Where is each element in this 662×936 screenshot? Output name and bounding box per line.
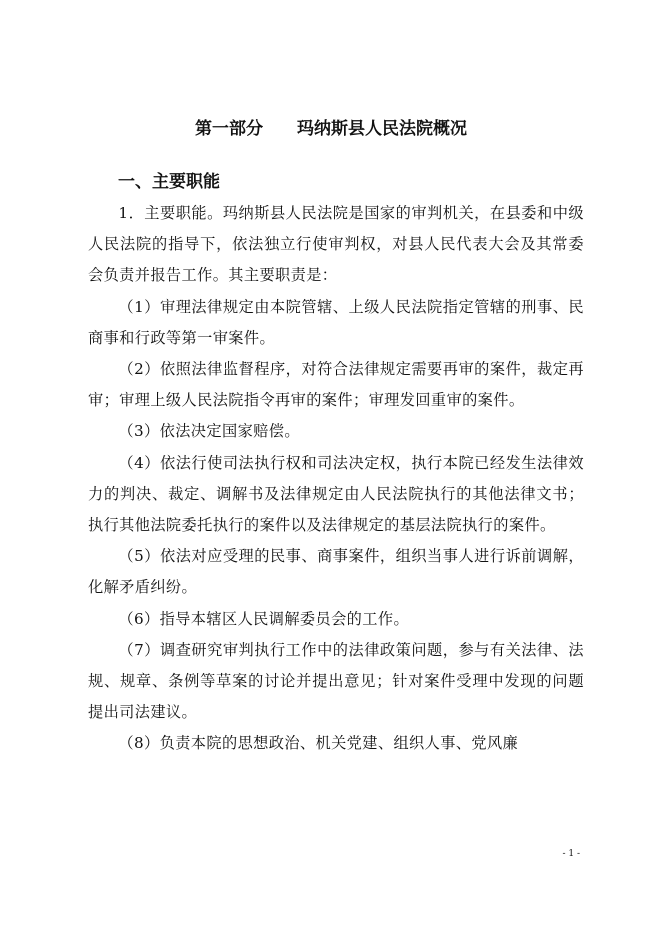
section-heading: 一、主要职能 — [118, 172, 220, 192]
paragraph-duty-2: （2）依照法律监督程序，对符合法律规定需要再审的案件，裁定再审；审理上级人民法院指令再审的案件；审理发回重审的案件。 — [88, 360, 584, 410]
paragraph-duty-6: （6）指导本辖区人民调解委员会的工作。 — [118, 609, 410, 628]
page-number: - 1 - — [562, 849, 580, 859]
paragraph-duty-3: （3）依法决定国家赔偿。 — [118, 422, 300, 441]
paragraph-duty-7: （7）调查研究审判执行工作中的法律政策问题，参与有关法律、法规、规章、条例等草案的讨论并提出意见；针对案件受理中发现的问题提出司法建议。 — [88, 640, 584, 722]
page-title: 第一部分 玛纳斯县人民法院概况 — [195, 119, 467, 139]
body-text — [88, 198, 584, 760]
paragraph-duty-4: （4）依法行使司法执行权和司法决定权，执行本院已经发生法律效力的判决、裁定、调解书及法律规定由人民法院执行的其他法律文书；执行其他法院委托执行的案件以及法律规定的基层法院执行的案件。 — [88, 453, 584, 535]
paragraph-main-duties: 1．主要职能。玛纳斯县人民法院是国家的审判机关，在县委和中级人民法院的指导下，依法独立行使审判权，对县人民代表大会及其常委会负责并报告工作。其主要职责是： — [88, 204, 584, 285]
paragraph-duty-5: （5）依法对应受理的民事、商事案件，组织当事人进行诉前调解，化解矛盾纠纷。 — [88, 547, 584, 597]
paragraph-duty-8: （8）负责本院的思想政治、机关党建、组织人事、党风廉 — [118, 734, 519, 753]
paragraph-duty-1: （1）审理法律规定由本院管辖、上级人民法院指定管辖的刑事、民商事和行政等第一审案件。 — [88, 297, 584, 347]
